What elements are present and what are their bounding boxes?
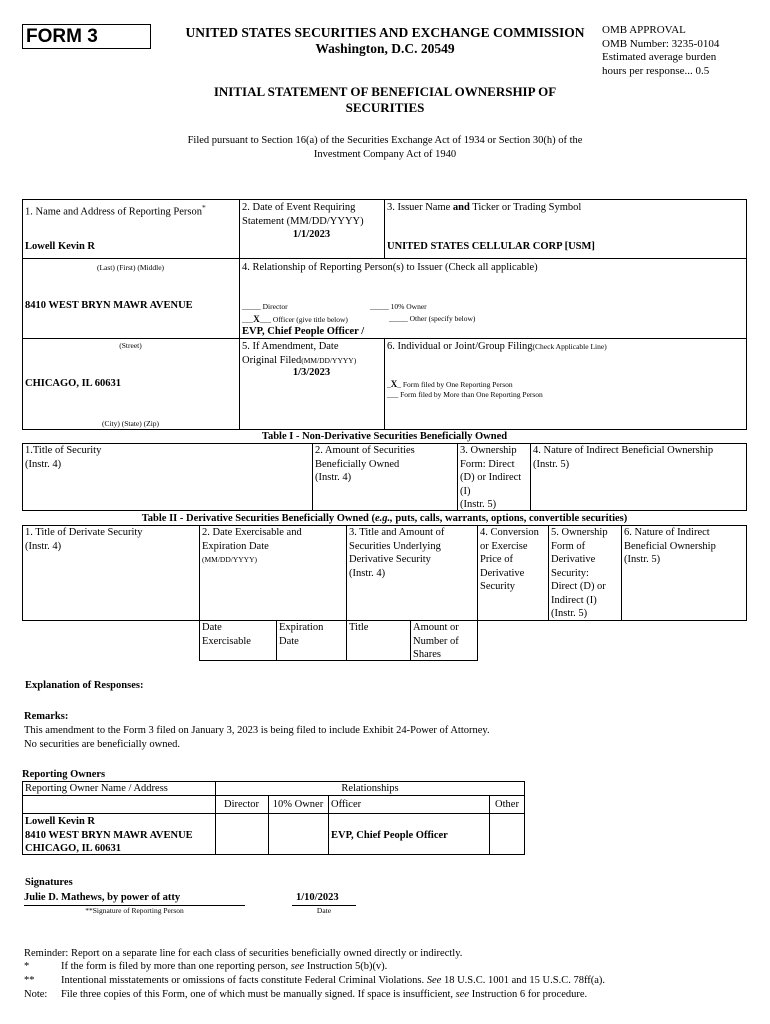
t1c1-l1: (Instr. 4) — [25, 458, 62, 470]
t1c3-l4: (Instr. 5) — [460, 499, 497, 510]
t2c5-l2: Derivative — [551, 554, 596, 565]
sub-am-l2: Shares — [413, 649, 441, 660]
omb-line1: OMB APPROVAL — [602, 24, 686, 36]
ro-name-l2: 8410 WEST BRYN MAWR AVENUE — [25, 829, 193, 841]
t2c4-l4: Security — [480, 581, 515, 592]
table1-col4 — [533, 444, 713, 471]
note-2-see: See — [426, 975, 442, 986]
name-sublabel: (Last) (First) (Middle) — [96, 263, 165, 272]
box3-label-pre: 3. Issuer Name — [387, 202, 453, 213]
note-1-pre: If the form is filed by more than one reporting person, — [61, 961, 291, 972]
omb-approval — [602, 24, 719, 78]
ro-col-director: Director — [224, 799, 259, 810]
note-3-pre: File three copies of this Form, one of which must be manually signed. If space is insufficient, — [61, 989, 456, 1000]
form-label-box — [22, 24, 151, 49]
divider — [22, 338, 747, 339]
officer-pre: ___ — [242, 315, 254, 324]
ro-col-relationships: Relationships — [341, 783, 399, 794]
sub-am-l0: Amount or — [413, 622, 459, 633]
divider — [530, 443, 531, 511]
ro-col-ten-pct: 10% Owner — [272, 799, 324, 810]
divider — [22, 258, 747, 259]
t2c1-l1: (Instr. 4) — [25, 540, 62, 552]
officer-post: ___ Officer (give title below) — [259, 315, 348, 324]
date-sublabel: Date — [316, 906, 332, 915]
t2c4-l2: Price of — [480, 554, 513, 565]
officer-checkbox — [242, 314, 348, 324]
officer-title: EVP, Chief People Officer / — [242, 326, 365, 337]
form-title-line2: SECURITIES — [345, 99, 425, 115]
table2-col6 — [624, 526, 716, 567]
sub-am-l1: Number of — [413, 635, 459, 647]
divider — [199, 525, 200, 661]
note-3 — [61, 989, 587, 1000]
divider — [328, 795, 329, 855]
t2c5-l6: (Instr. 5) — [551, 608, 588, 619]
form-title — [170, 84, 600, 115]
box6-label-small: (Check Applicable Line) — [532, 342, 607, 351]
sub-title: Title — [349, 622, 369, 633]
table2-col2 — [202, 526, 302, 567]
box1-label-mark: * — [202, 203, 206, 212]
t2c4-l3: Derivative — [480, 567, 525, 579]
note-2 — [61, 975, 605, 986]
sub-expiration-date — [279, 621, 323, 648]
ro-col-name: Reporting Owner Name / Address — [25, 783, 168, 794]
table2-col3 — [349, 526, 444, 580]
divider — [621, 525, 622, 621]
t2c3-l3: (Instr. 4) — [349, 567, 386, 579]
signature-date: 1/10/2023 — [296, 892, 339, 903]
t1c1-l0: 1.Title of Security — [25, 445, 102, 456]
box4-label: 4. Relationship of Reporting Person(s) to Issuer (Check all applicable) — [242, 262, 538, 273]
remarks-line1: This amendment to the Form 3 filed on January 3, 2023 is being filed to include Exhibit 24-Power of Attorney. — [24, 725, 490, 736]
note-1 — [61, 961, 387, 972]
t2c4-l0: 4. Conversion — [480, 527, 539, 538]
t2c2-l1: Expiration Date — [202, 540, 269, 552]
officer-mark: X — [253, 314, 260, 324]
group-filing-option: ___ Form filed by More than One Reporting Person — [387, 390, 543, 399]
divider — [276, 621, 277, 661]
t2c3-l1: Securities Underlying — [349, 540, 441, 552]
divider — [410, 621, 411, 661]
divider — [457, 443, 458, 511]
agency-line1: UNITED STATES SECURITIES AND EXCHANGE COMMISSION — [185, 25, 585, 40]
note-3-see: see — [455, 989, 470, 1000]
table2-col5 — [551, 526, 608, 621]
omb-line3: Estimated average burden — [602, 51, 717, 63]
box2-label — [242, 201, 364, 228]
sub-ex-l0: Expiration — [279, 622, 324, 633]
t2c3-l0: 3. Title and Amount of — [349, 527, 445, 538]
box5-label-line2: Original Filed — [242, 354, 302, 366]
t1c4-l0: 4. Nature of Indirect Beneficial Ownership — [533, 445, 714, 456]
t1c2-l2: (Instr. 4) — [315, 472, 352, 483]
t2c4-l1: or Exercise — [480, 540, 528, 552]
box3-label — [387, 201, 581, 215]
other-checkbox: _____ Other (specify below) — [389, 314, 476, 323]
sub-de-l1: Exercisable — [202, 635, 251, 647]
divider — [346, 525, 347, 661]
remarks-text — [24, 724, 490, 751]
box5-label-format: (MM/DD/YYYY) — [301, 355, 357, 365]
table1-col1 — [25, 444, 101, 471]
t2c3-l2: Derivative Security — [349, 554, 431, 565]
form-label: FORM 3 — [26, 26, 98, 47]
t2c6-l0: 6. Nature of Indirect — [624, 527, 710, 538]
table2-col4 — [480, 526, 539, 594]
table1-title: Table I - Non-Derivative Securities Beneficially Owned — [261, 431, 508, 442]
t2c5-l4: Direct (D) or — [551, 581, 606, 592]
t2c1-l0: 1. Title of Derivate Security — [25, 527, 143, 538]
note-3-post: Instruction 6 for procedure. — [469, 989, 588, 1000]
box1-label-text: 1. Name and Address of Reporting Person — [25, 206, 203, 218]
t2c5-l1: Form of — [551, 540, 586, 552]
explanation-heading: Explanation of Responses: — [25, 680, 144, 691]
box2-label-line2: Statement (MM/DD/YYYY) — [242, 215, 364, 227]
t2c6-l1: Beneficial Ownership — [624, 540, 716, 552]
t2c5-l5: Indirect (I) — [551, 594, 597, 606]
agency-header — [170, 25, 600, 57]
note-1-post: Instruction 5(b)(v). — [304, 961, 388, 972]
director-checkbox: _____ Director — [242, 302, 288, 311]
ro-name-l3: CHICAGO, IL 60631 — [25, 843, 121, 854]
opt1-mark: X — [390, 379, 398, 389]
divider — [312, 443, 313, 511]
ro-col-other: Other — [495, 799, 519, 810]
reporting-owners-heading: Reporting Owners — [22, 769, 106, 780]
divider — [477, 525, 478, 661]
agency-line2: Washington, D.C. 20549 — [315, 41, 455, 56]
amendment-date: 1/3/2023 — [292, 367, 331, 378]
form-title-line1: INITIAL STATEMENT OF BENEFICIAL OWNERSHIP OF — [213, 84, 557, 99]
t2c5-l3: Security: — [551, 567, 589, 579]
signatures-heading: Signatures — [25, 877, 73, 888]
omb-line2: OMB Number: 3235-0104 — [602, 37, 720, 50]
t2c5-l0: 5. Ownership — [551, 527, 608, 538]
box5-label — [242, 340, 356, 367]
box3-label-and: and — [452, 202, 470, 213]
remarks-line2: No securities are beneficially owned. — [24, 738, 180, 750]
sub-amount — [413, 621, 459, 662]
table1-col2 — [315, 444, 415, 485]
table2-title-italic: e.g., — [374, 513, 393, 524]
box6-label-main: 6. Individual or Joint/Group Filing — [387, 341, 533, 352]
box3-label-post: Ticker or Trading Symbol — [469, 202, 582, 213]
t2c2-l0: 2. Date Exercisable and — [202, 527, 302, 538]
note-2-post: 18 U.S.C. 1001 and 15 U.S.C. 78ff(a). — [441, 975, 606, 986]
t1c4-l1: (Instr. 5) — [533, 458, 570, 470]
t1c2-l1: Beneficially Owned — [315, 458, 400, 470]
table1-col3 — [460, 444, 521, 512]
note-1-mark: * — [24, 961, 30, 972]
t1c3-l1: Form: Direct — [460, 458, 515, 470]
filed-line1: Filed pursuant to Section 16(a) of the Securities Exchange Act of 1934 or Section 30(h) of the — [187, 135, 583, 146]
reporting-person-name: Lowell Kevin R — [25, 241, 95, 252]
divider — [22, 813, 525, 814]
omb-line4: hours per response... 0.5 — [602, 64, 710, 77]
street-sublabel: (Street) — [119, 341, 142, 350]
table2-title-pre: Table II - Derivative Securities Beneficially Owned ( — [141, 513, 375, 524]
opt1-pre: _ — [387, 380, 391, 389]
t1c3-l2: (D) or Indirect — [460, 472, 522, 483]
remarks-heading: Remarks: — [24, 711, 69, 722]
ro-name-l1: Lowell Kevin R — [25, 816, 95, 827]
box1-label — [25, 201, 206, 219]
ro-row-name — [25, 815, 193, 856]
signer-name: Julie D. Mathews, by power of atty — [24, 892, 181, 903]
sub-ex-l1: Date — [279, 635, 299, 647]
table2-title — [22, 513, 747, 524]
t1c3-l0: 3. Ownership — [460, 445, 517, 456]
sub-date-exercisable — [202, 621, 251, 648]
table2-col1 — [25, 526, 143, 553]
filed-line2: Investment Company Act of 1940 — [313, 148, 457, 160]
note-2-mark: ** — [24, 975, 35, 986]
ro-row-officer: EVP, Chief People Officer — [331, 830, 448, 841]
note-1-see: see — [290, 961, 305, 972]
t1c2-l0: 2. Amount of Securities — [315, 445, 415, 456]
reminder: Reminder: Report on a separate line for each class of securities beneficially owned directly or indirectly. — [24, 948, 463, 959]
reporting-person-street: 8410 WEST BRYN MAWR AVENUE — [25, 300, 193, 311]
opt1-post: _ Form filed by One Reporting Person — [397, 380, 513, 389]
t2c2-format: (MM/DD/YYYY) — [202, 555, 257, 564]
divider — [384, 338, 385, 430]
table2-title-post: puts, calls, warrants, options, convertible securities) — [392, 513, 628, 524]
divider — [548, 525, 549, 621]
box6-label — [387, 340, 607, 354]
box2-label-line1: 2. Date of Event Requiring — [242, 202, 356, 213]
note-2-pre: Intentional misstatements or omissions of facts constitute Federal Criminal Violations. — [61, 975, 427, 986]
individual-filing-option — [387, 379, 513, 389]
signature-sublabel: **Signature of Reporting Person — [85, 906, 184, 915]
t1c3-l3: (I) — [460, 485, 471, 497]
city-sublabel: (City) (State) (Zip) — [101, 419, 160, 428]
note-3-mark: Note: — [24, 989, 48, 1000]
t2c6-l2: (Instr. 5) — [624, 554, 661, 565]
box5-label-line1: 5. If Amendment, Date — [242, 341, 339, 352]
reporting-person-city: CHICAGO, IL 60631 — [25, 378, 121, 389]
divider — [384, 199, 385, 258]
issuer-name: UNITED STATES CELLULAR CORP [USM] — [387, 241, 595, 252]
event-date: 1/1/2023 — [292, 229, 331, 240]
ten-pct-checkbox: _____ 10% Owner — [370, 302, 427, 311]
ro-col-officer: Officer — [331, 799, 362, 810]
sub-de-l0: Date — [202, 622, 222, 633]
filed-pursuant — [150, 134, 620, 161]
